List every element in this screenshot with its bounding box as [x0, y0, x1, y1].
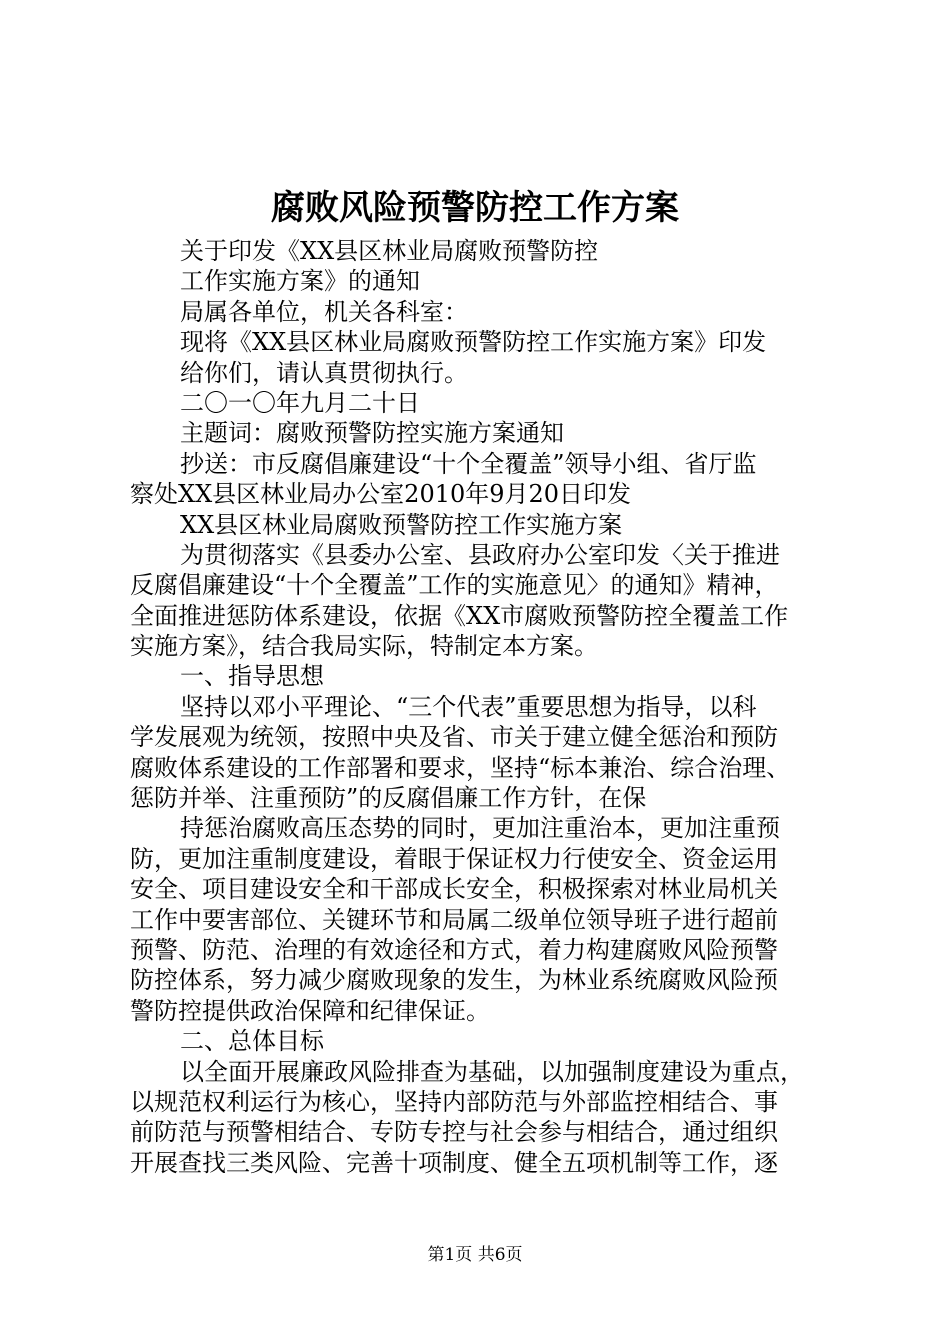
text-line: 惩防并举、注重预防”的反腐倡廉工作方针，在保: [130, 784, 647, 813]
text-line: 给你们，请认真贯彻执行。: [180, 358, 468, 387]
text-line: 为贯彻落实《县委办公室、县政府办公室印发〈关于推进: [180, 540, 780, 569]
text-line: 主题词：腐败预警防控实施方案通知: [180, 419, 564, 448]
text-line: 学发展观为统领，按照中央及省、市关于建立健全惩治和预防: [130, 723, 778, 752]
text-line: 持惩治腐败高压态势的同时，更加注重治本，更加注重预: [180, 814, 780, 843]
text-line: 全面推进惩防体系建设，依据《XX市腐败预警防控全覆盖工作: [130, 601, 789, 630]
text-line: 工作实施方案》的通知: [180, 267, 420, 296]
text-line: 局属各单位，机关各科室：: [180, 297, 468, 326]
text-line: 前防范与预警相结合、专防专控与社会参与相结合，通过组织: [130, 1118, 778, 1147]
page-number-footer: 第1页 共6页: [427, 1245, 523, 1265]
text-line: 防，更加注重制度建设，着眼于保证权力行使安全、资金运用: [130, 844, 778, 873]
text-line: 现将《XX县区林业局腐败预警防控工作实施方案》印发: [180, 328, 767, 357]
document-body: [130, 236, 842, 1178]
text-line: 警防控提供政治保障和纪律保证。: [130, 996, 490, 1025]
section-heading: 二、总体目标: [180, 1027, 324, 1056]
text-line: 察处XX县区林业局办公室2010年9月20日印发: [130, 480, 632, 509]
text-line: 开展查找三类风险、完善十项制度、健全五项机制等工作，逐: [130, 1148, 778, 1177]
text-line: 防控体系，努力减少腐败现象的发生，为林业系统腐败风险预: [130, 966, 778, 995]
text-line: 腐败体系建设的工作部署和要求，坚持“标本兼治、综合治理、: [130, 753, 791, 782]
text-line: 坚持以邓小平理论、“三个代表”重要思想为指导，以科: [180, 692, 757, 721]
text-line: 实施方案》，结合我局实际，特制定本方案。: [130, 632, 598, 661]
text-line: 以规范权利运行为核心，坚持内部防范与外部监控相结合、事: [130, 1087, 778, 1116]
text-line: 关于印发《XX县区林业局腐败预警防控: [180, 237, 599, 265]
text-line: 抄送：市反腐倡廉建设“十个全覆盖”领导小组、省厅监: [180, 449, 757, 478]
text-line: 安全、项目建设安全和干部成长安全，积极探索对林业局机关: [130, 875, 778, 904]
text-line: 反腐倡廉建设“十个全覆盖”工作的实施意见〉的通知》精神，: [130, 571, 779, 600]
text-line: 以全面开展廉政风险排查为基础，以加强制度建设为重点，: [180, 1057, 804, 1086]
text-line: 工作中要害部位、关键环节和局属二级单位领导班子进行超前: [130, 905, 778, 934]
text-line: XX县区林业局腐败预警防控工作实施方案: [180, 510, 623, 539]
document-title: 腐败风险预警防控工作方案: [271, 188, 679, 228]
text-line: 预警、防范、治理的有效途径和方式，着力构建腐败风险预警: [130, 935, 778, 964]
section-heading: 一、指导思想: [180, 662, 324, 691]
text-line: 二〇一〇年九月二十日: [180, 388, 420, 417]
